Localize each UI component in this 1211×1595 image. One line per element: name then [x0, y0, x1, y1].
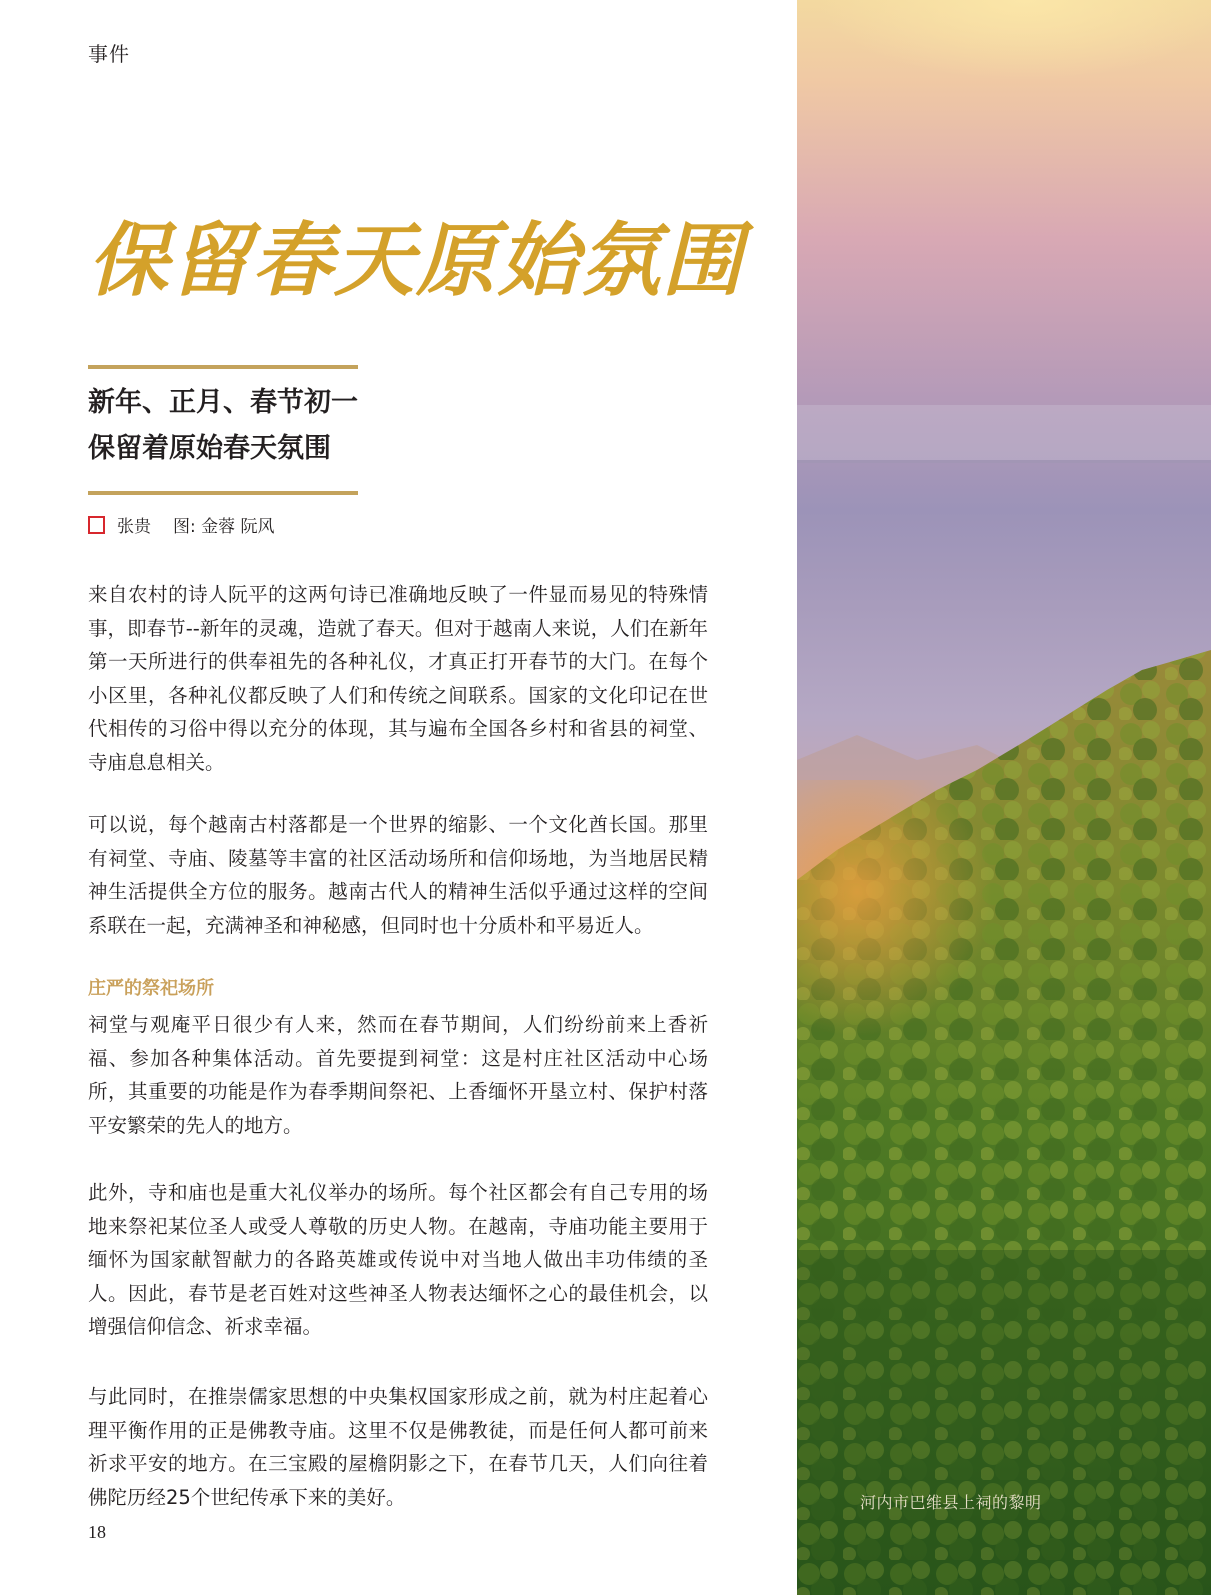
- section-label: 事件: [88, 42, 130, 66]
- paragraph-2: 可以说，每个越南古村落都是一个世界的缩影、一个文化酋长国。那里有祠堂、寺庙、陵墓等丰富的社区活动场所和信仰场地，为当地居民精神生活提供全方位的服务。越南古代人的精神生活似乎通过这样的空间系联在一起，充满神圣和神秘感，但同时也十分质朴和平易近人。: [88, 813, 708, 937]
- forest-dawn-image: [797, 0, 1211, 1595]
- subtitle-line-2: 保留着原始春天氛围: [88, 433, 331, 464]
- byline: [88, 512, 275, 537]
- paragraph-1: 来自农村的诗人阮平的这两句诗已准确地反映了一件显而易见的特殊情事，即春节--新年的灵魂，造就了春天。但对于越南人来说，人们在新年第一天所进行的供奉祖先的各种礼仪，才真正打开春节的大门。在每个小区里，各种礼仪都反映了人们和传统之间联系。国家的文化印记在世代相传的习俗中得以充分的体现，其与遍布全国各乡村和省县的祠堂、寺庙息息相关。: [88, 583, 708, 774]
- paragraph-3: 祠堂与观庵平日很少有人来，然而在春节期间，人们纷纷前来上香祈福、参加各种集体活动。首先要提到祠堂：这是村庄社区活动中心场所，其重要的功能是作为春季期间祭祀、上香缅怀开垦立村、保护村落平安繁荣的先人的地方。: [88, 1013, 708, 1137]
- paragraph-5: 与此同时，在推崇儒家思想的中央集权国家形成之前，就为村庄起着心理平衡作用的正是佛教寺庙。这里不仅是佛教徒，而是任何人都可前来祈求平安的地方。在三宝殿的屋檐阴影之下，在春节几天，人们向往着佛陀历经25个世纪传承下来的美好。: [88, 1385, 708, 1509]
- page-number: 18: [88, 1522, 106, 1542]
- paragraph-4: 此外，寺和庙也是重大礼仪举办的场所。每个社区都会有自己专用的场地来祭祀某位圣人或受人尊敬的历史人物。在越南，寺庙功能主要用于缅怀为国家献智献力的各路英雄或传说中对当地人做出丰功伟绩的圣人。因此，春节是老百姓对这些神圣人物表达缅怀之心的最佳机会，以增强信仰信念、祈求幸福。: [88, 1181, 708, 1338]
- section-heading: 庄严的祭祀场所: [88, 978, 214, 999]
- author-name: 张贵: [117, 517, 151, 537]
- photo-credit: 图: 金蓉 阮风: [173, 517, 275, 537]
- article-subtitle: [88, 380, 358, 472]
- landscape-photo: [797, 0, 1211, 1595]
- article-title: 保留春天原始氛围: [88, 213, 744, 307]
- byline-marker-icon: [88, 516, 105, 534]
- photo-caption: 河内市巴维县上祠的黎明: [860, 1493, 1042, 1512]
- subtitle-line-1: 新年、正月、春节初一: [88, 387, 358, 418]
- divider-top: [88, 365, 358, 369]
- divider-bottom: [88, 491, 358, 495]
